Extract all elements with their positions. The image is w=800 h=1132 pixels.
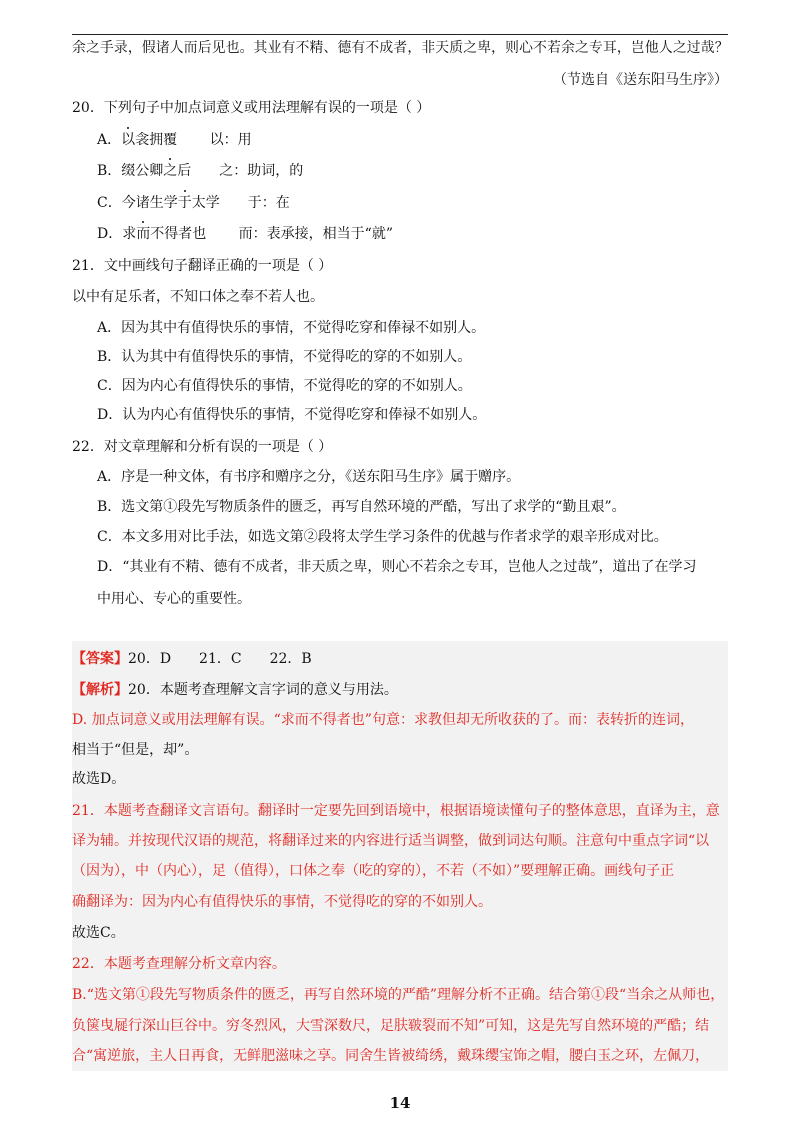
q20-option-a: [97, 130, 252, 150]
analysis-a22-intro: 22．本题考查理解分析文章内容。: [72, 956, 286, 972]
analysis-a21-line1: 21．本题考查翻译文言语句。翻译时一定要先回到语境中，根据语境读懂句子的整体意思，直译为主，意: [72, 803, 720, 819]
q21-option-b: B．认为其中有值得快乐的事情，不觉得吃的穿的不如别人。: [97, 349, 472, 365]
analysis-a21-choice: 故选C。: [72, 925, 125, 941]
answer-values: 20．D 21．C 22．B: [128, 651, 312, 667]
q20-c-dotted-word: 于: [177, 195, 192, 211]
analysis-a20-intro: 20．本题考查理解文言字词的意义与用法。: [128, 682, 398, 698]
analysis-a20-choice: 故选D。: [72, 771, 126, 787]
q20-b-rest: 后 之：助词，的: [177, 163, 304, 179]
analysis-line: [72, 680, 398, 700]
q20-a-rest: 衾拥覆 以：用: [135, 132, 252, 148]
analysis-a21-line2: 译为辅。并按现代汉语的规范，将翻译过来的内容进行适当调整，做到词达句顺。注意句中重点字词“以: [72, 833, 710, 849]
q20-stem: 20．下列句子中加点词意义或用法理解有误的一项是（ ）: [72, 100, 431, 116]
analysis-a21-line4: 确翻译为：因为内心有值得快乐的事情，不觉得吃的穿的不如别人。: [72, 894, 492, 910]
answer-label: 【答案】: [72, 651, 128, 667]
q21-option-d: D．认为内心有值得快乐的事情，不觉得吃穿和俸禄不如别人。: [97, 407, 487, 423]
q20-c-prefix: C．今诸生学: [97, 195, 178, 211]
analysis-label: 【解析】: [72, 682, 128, 698]
q21-option-c: C．因为内心有值得快乐的事情，不觉得吃的穿的不如别人。: [97, 378, 472, 394]
q20-d-dotted-word: 而: [136, 226, 151, 242]
analysis-a20-line1: D. 加点词意义或用法理解有误。“求而不得者也”句意：求教但却无所收获的了。而：表转折的连词，: [72, 712, 694, 728]
q21-stem: 21．文中画线句子翻译正确的一项是（ ）: [72, 258, 333, 274]
q22-option-d-line1: D．“其业有不精、德有不成者，非天质之卑，则心不若余之专耳，岂他人之过哉”，道出了在学习: [97, 559, 697, 575]
q20-a-prefix: A．: [97, 132, 122, 148]
page-number: 14: [389, 1094, 411, 1112]
answer-box: [72, 641, 728, 1071]
q20-c-rest: 太学 于：在: [191, 195, 290, 211]
q21-sentence: 以中有足乐者，不知口体之奉不若人也。: [72, 289, 324, 305]
q20-option-d: [97, 224, 393, 244]
passage-source: （节选自《送东阳马生序》）: [553, 72, 728, 88]
q20-a-dotted-word: 以: [121, 132, 136, 148]
top-rule: [72, 34, 728, 35]
q22-stem: 22．对文章理解和分析有误的一项是（ ）: [72, 439, 333, 455]
q22-option-c: C．本文多用对比手法，如选文第②段将太学生学习条件的优越与作者求学的艰辛形成对比。: [97, 529, 668, 545]
analysis-a22-line3: 合“寓逆旅，主人日再食，无鲜肥滋味之享。同舍生皆被绮绣，戴珠缨宝饰之帽，腰白玉之环，左佩刀，: [72, 1048, 710, 1064]
q20-b-prefix: B．缀公卿: [97, 163, 164, 179]
q22-option-b: B．选文第①段先写物质条件的匮乏，再写自然环境的严酷，写出了求学的“勤且艰”。: [97, 499, 626, 515]
q20-option-b: [97, 161, 303, 181]
analysis-a20-line2: 相当于“但是，却”。: [72, 742, 199, 758]
answer-line: [72, 649, 312, 669]
q20-b-dotted-word: 之: [163, 163, 178, 179]
q20-option-c: [97, 193, 290, 213]
q20-d-prefix: D．求: [97, 226, 137, 242]
analysis-a22-line1: B.“选文第①段先写物质条件的匮乏，再写自然环境的严酷”理解分析不正确。结合第①段“当余之从师也，: [72, 987, 725, 1003]
q21-option-a: A．因为其中有值得快乐的事情，不觉得吃穿和俸禄不如别人。: [97, 320, 486, 336]
analysis-a21-line3: （因为），中（内心），足（值得），口体之奉（吃的穿的），不若（不如）”要理解正确。画线句子正: [72, 863, 675, 879]
q20-d-rest: 不得者也 而：表承接，相当于“就”: [150, 226, 393, 242]
analysis-a22-line2: 负箧曳屣行深山巨谷中。穷冬烈风，大雪深数尺，足肤皲裂而不知”可知，这是先写自然环境的严酷；结: [72, 1018, 710, 1034]
q22-option-d-line2: 中用心、专心的重要性。: [97, 591, 251, 607]
q22-option-a: A．序是一种文体，有书序和赠序之分，《送东阳马生序》属于赠序。: [97, 469, 521, 485]
passage-line: 余之手录，假诸人而后见也。其业有不精、德有不成者，非天质之卑，则心不若余之专耳，岂他人之过哉？: [72, 40, 729, 56]
